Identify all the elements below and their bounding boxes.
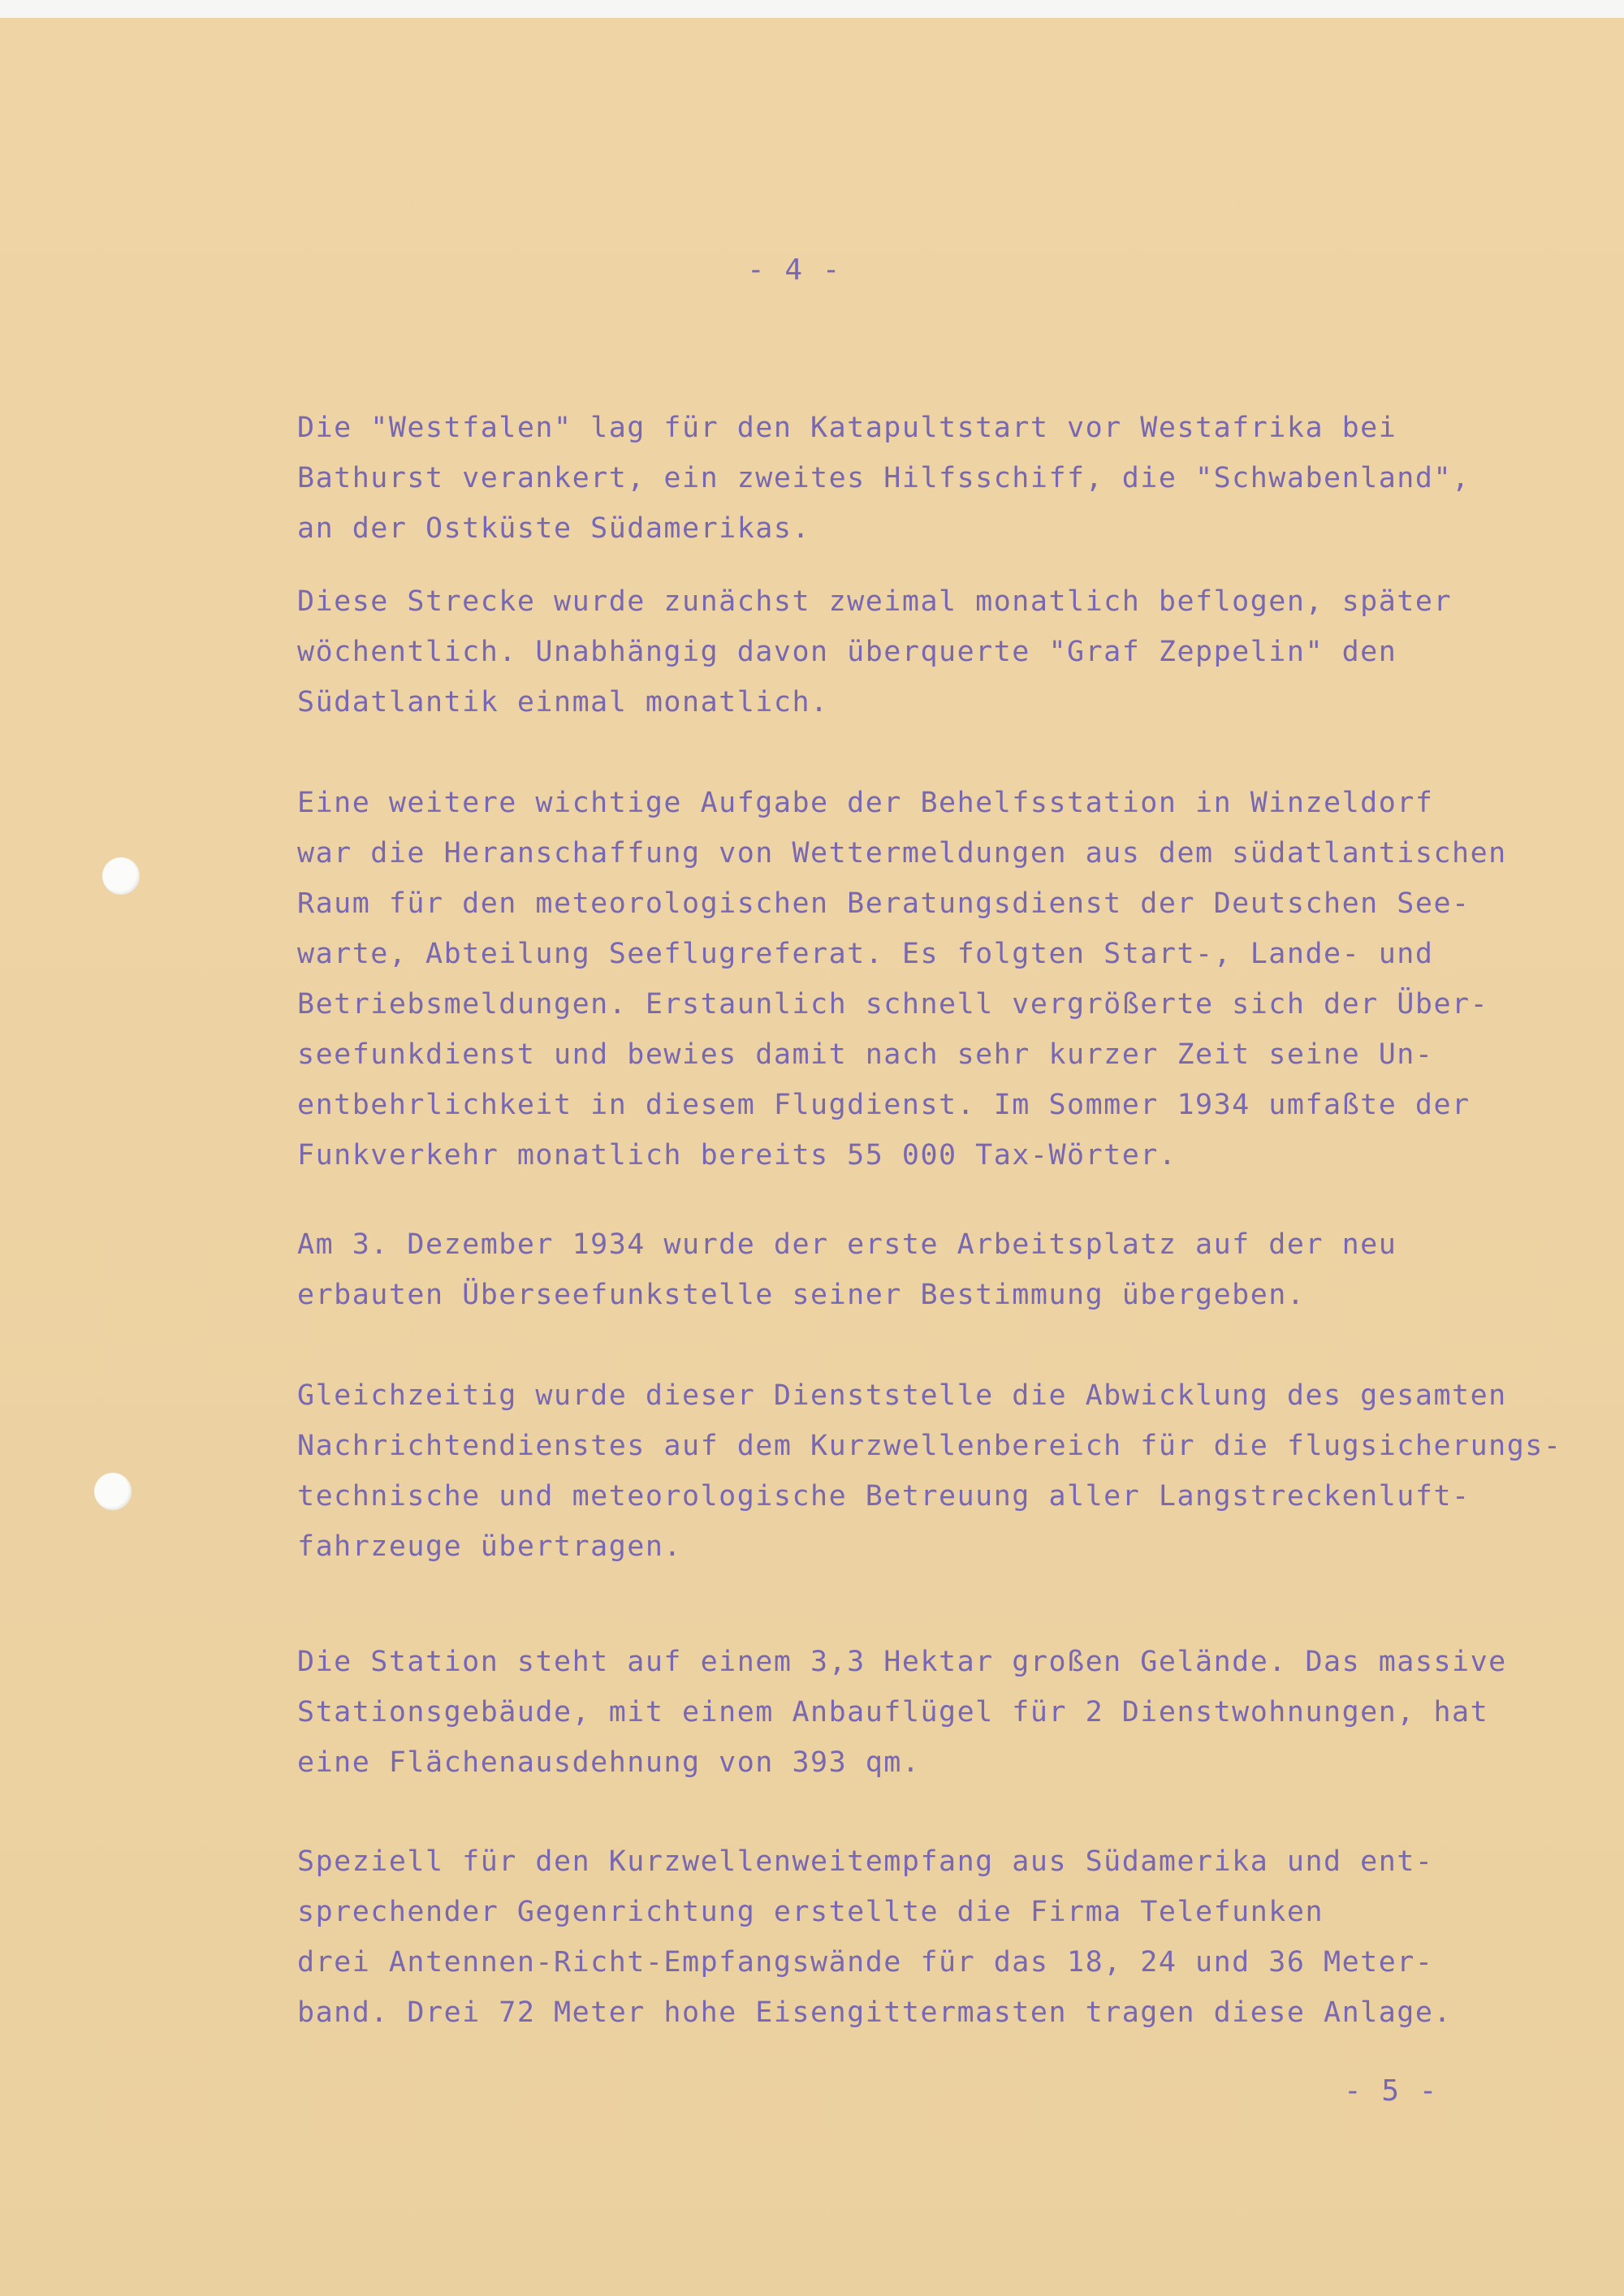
text-line: drei Antennen-Richt-Empfangswände für das 18, 24 und 36 Meter- [297,1946,1434,1979]
paragraph-7 [297,1836,1452,2038]
text-line: technische und meteorologische Betreuung aller Langstreckenluft- [297,1480,1471,1513]
scan-border [0,0,1624,18]
text-line: sprechender Gegenrichtung erstellte die Firma Telefunken [297,1896,1324,1928]
text-line: wöchentlich. Unabhängig davon überquerte "Graf Zeppelin" den [297,636,1397,668]
text-line: fahrzeuge übertragen. [297,1530,683,1563]
text-line: warte, Abteilung Seeflugreferat. Es folgten Start-, Lande- und [297,938,1434,970]
paragraph-4 [297,1219,1397,1320]
text-line: Diese Strecke wurde zunächst zweimal monatlich beflogen, später [297,585,1453,618]
text-line: an der Ostküste Südamerikas. [297,512,811,545]
text-line: seefunkdienst und bewies damit nach sehr kurzer Zeit seine Un- [297,1038,1434,1071]
text-line: Die "Westfalen" lag für den Katapultstart vor Westafrika bei [297,412,1397,444]
text-line: band. Drei 72 Meter hohe Eisengittermasten tragen diese Anlage. [297,1996,1453,2029]
text-line: eine Flächenausdehnung von 393 qm. [297,1746,921,1779]
text-line: Nachrichtendienstes auf dem Kurzwellenbereich für die flugsicherungs- [297,1430,1562,1462]
text-line: Funkverkehr monatlich bereits 55 000 Tax-Wörter. [297,1139,1177,1172]
text-line: Am 3. Dezember 1934 wurde der erste Arbeitsplatz auf der neu [297,1228,1397,1261]
text-line: Speziell für den Kurzwellenweitempfang aus Südamerika und ent- [297,1845,1434,1878]
punch-hole-bottom [94,1473,132,1510]
text-line: Eine weitere wichtige Aufgabe der Behelfsstation in Winzeldorf [297,787,1434,819]
text-line: Gleichzeitig wurde dieser Dienststelle die Abwicklung des gesamten [297,1379,1507,1412]
page-number: - 4 - [747,253,841,287]
text-line: entbehrlichkeit in diesem Flugdienst. Im Sommer 1934 umfaßte der [297,1089,1471,1121]
text-line: Raum für den meteorologischen Beratungsdienst der Deutschen See- [297,887,1471,920]
punch-hole-top [102,857,140,895]
text-line: Die Station steht auf einem 3,3 Hektar großen Gelände. Das massive [297,1646,1507,1678]
text-line: Bathurst verankert, ein zweites Hilfsschiff, die "Schwabenland", [297,462,1471,494]
next-page-indicator: - 5 - [1344,2074,1438,2108]
paragraph-1 [297,403,1471,554]
paragraph-2 [297,576,1452,727]
paragraph-6 [297,1637,1507,1788]
text-line: Südatlantik einmal monatlich. [297,686,829,719]
text-line: Stationsgebäude, mit einem Anbauflügel für 2 Dienstwohnungen, hat [297,1696,1489,1728]
text-line: war die Heranschaffung von Wettermeldungen aus dem südatlantischen [297,837,1507,870]
paragraph-5 [297,1370,1561,1572]
text-line: Betriebsmeldungen. Erstaunlich schnell vergrößerte sich der Über- [297,988,1489,1021]
text-line: erbauten Überseefunkstelle seiner Bestimmung übergeben. [297,1279,1306,1311]
paragraph-3 [297,778,1507,1180]
